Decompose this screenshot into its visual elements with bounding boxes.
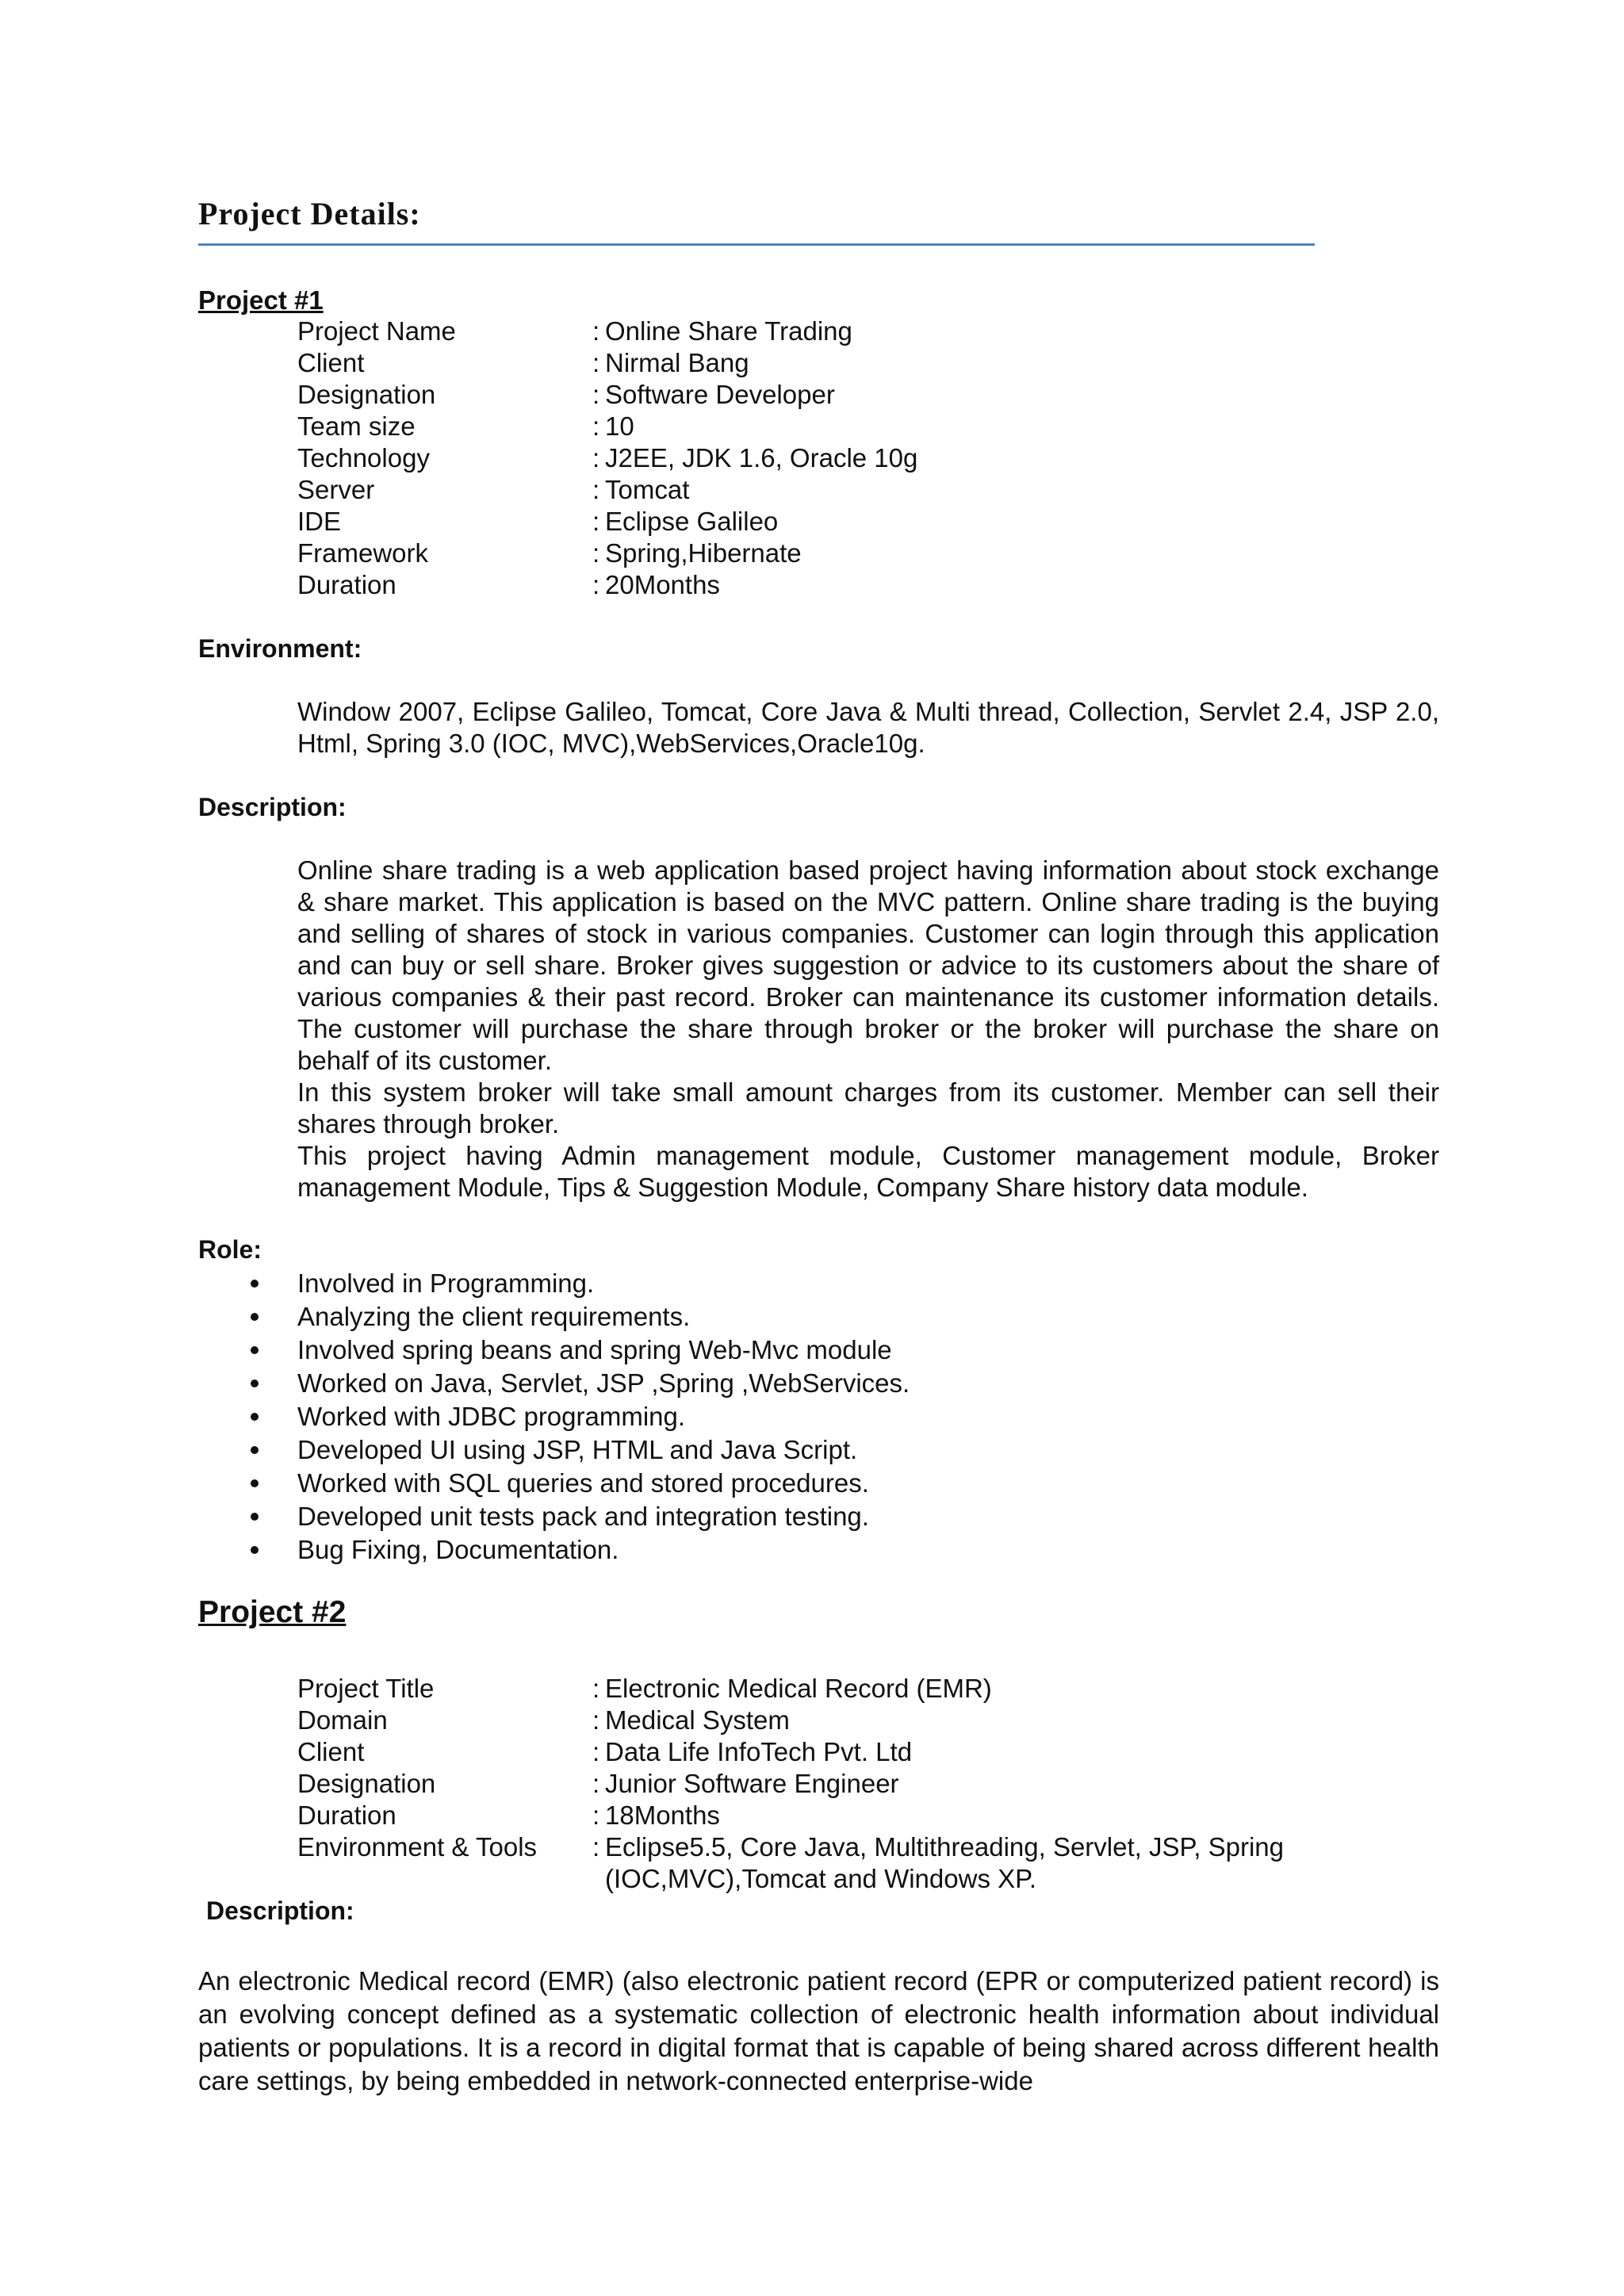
detail-key: Duration (297, 1800, 396, 1830)
detail-row: Designation : Junior Software Engineer (297, 1769, 899, 1798)
list-item: Worked with JDBC programming. (243, 1400, 1432, 1433)
detail-key: Client (297, 348, 365, 377)
detail-key: Technology (297, 443, 430, 473)
detail-key: Framework (297, 538, 429, 568)
bullet-icon (251, 1413, 259, 1421)
detail-row: Server : Tomcat (297, 475, 690, 504)
bullet-icon (251, 1346, 259, 1354)
detail-key: Client (297, 1737, 365, 1766)
detail-key: Server (297, 475, 375, 504)
detail-row: Project Title : Electronic Medical Record (EMR) (297, 1674, 992, 1703)
list-item: Analyzing the client requirements. (243, 1300, 1432, 1334)
detail-key: Project Name (297, 316, 456, 346)
detail-value: Eclipse Galileo (605, 507, 779, 536)
detail-row: Team size : 10 (297, 411, 634, 441)
list-item: Worked with SQL queries and stored procedures. (243, 1467, 1432, 1500)
list-item: Involved spring beans and spring Web-Mvc module (243, 1334, 1432, 1367)
detail-row: Domain : Medical System (297, 1705, 790, 1735)
bullet-icon (251, 1446, 259, 1454)
list-item: Developed UI using JSP, HTML and Java Script. (243, 1433, 1432, 1467)
project1-details-list (297, 316, 1360, 601)
detail-row: Framework : Spring,Hibernate (297, 538, 802, 568)
bullet-icon (251, 1546, 259, 1554)
detail-key: Team size (297, 411, 416, 441)
bullet-icon (251, 1280, 259, 1288)
description-paragraph: In this system broker will take small amount charges from its customer. Member can sell their shares through broker. (297, 1077, 1439, 1138)
role-list (243, 1267, 1432, 1567)
detail-row: Designation : Software Developer (297, 380, 835, 409)
detail-value: Spring,Hibernate (605, 538, 802, 568)
detail-row: IDE : Eclipse Galileo (297, 507, 779, 536)
detail-key: Duration (297, 570, 396, 599)
bullet-icon (251, 1513, 259, 1521)
detail-key: Domain (297, 1705, 388, 1735)
detail-value: Medical System (605, 1705, 790, 1735)
detail-value: Tomcat (605, 475, 690, 504)
detail-key: Designation (297, 380, 436, 409)
detail-row: Client : Nirmal Bang (297, 348, 749, 377)
project1-description (297, 855, 1439, 1203)
detail-value-continuation: (IOC,MVC),Tomcat and Windows XP. (605, 1864, 1037, 1893)
title-underline-rule (198, 243, 1315, 246)
detail-row: Duration : 18Months (297, 1800, 720, 1830)
project1-heading: Project #1 (198, 285, 324, 315)
project2-heading: Project #2 (198, 1595, 347, 1629)
description-paragraph: Online share trading is a web application based project having information about stock exchange & share market. This application is based on the MVC pattern. Online share trading is the buying and selling of shares of stock in various companies. Customer can login through this application and can buy or sell share. Broker gives suggestion or advice to its customers about the share of various companies & their past record. Broker can maintenance its customer information details. The customer will purchase the share through broker or the broker will purchase the share on behalf of its customer. (297, 855, 1439, 1075)
detail-key: IDE (297, 507, 342, 536)
detail-value: Electronic Medical Record (EMR) (605, 1674, 992, 1703)
detail-row: Duration : 20Months (297, 570, 720, 599)
detail-value: Software Developer (605, 380, 835, 409)
description-paragraph: This project having Admin management module, Customer management module, Broker management Module, Tips & Suggestion Module, Company Share history data module. (297, 1141, 1439, 1202)
project2-description: An electronic Medical record (EMR) (also electronic patient record (EPR or computerized patient record) is an evolving concept defined as a systematic collection of electronic health information about individual patients or populations. It is a record in digital format that is capable of being shared across different health care settings, by being embedded in network-connected enterprise-wide (198, 1966, 1439, 2095)
environment-heading: Environment: (198, 634, 362, 663)
environment-text: Window 2007, Eclipse Galileo, Tomcat, Core Java & Multi thread, Collection, Servlet 2.4, JSP 2.0, Html, Spring 3.0 (IOC, MVC),WebServices,Oracle10g. (297, 697, 1439, 758)
detail-key: Project Title (297, 1674, 435, 1703)
detail-value: 20Months (605, 570, 720, 599)
detail-value: Nirmal Bang (605, 348, 749, 377)
bullet-icon (251, 1380, 259, 1387)
role-heading: Role: (198, 1235, 262, 1264)
list-item: Worked on Java, Servlet, JSP ,Spring ,WebServices. (243, 1367, 1432, 1400)
detail-value: Data Life InfoTech Pvt. Ltd (605, 1737, 913, 1766)
detail-key: Designation (297, 1769, 436, 1798)
list-item: Developed unit tests pack and integration testing. (243, 1500, 1432, 1533)
detail-row: Technology : J2EE, JDK 1.6, Oracle 10g (297, 443, 918, 473)
detail-value: J2EE, JDK 1.6, Oracle 10g (605, 443, 918, 473)
project2-description-heading: Description: (206, 1896, 354, 1925)
bullet-icon (251, 1313, 259, 1321)
detail-value: Junior Software Engineer (605, 1769, 899, 1798)
section-title: Project Details: (198, 196, 421, 232)
detail-value: Eclipse5.5, Core Java, Multithreading, Servlet, JSP, Spring (605, 1832, 1284, 1862)
detail-value: 18Months (605, 1800, 720, 1830)
detail-row: Client : Data Life InfoTech Pvt. Ltd (297, 1737, 913, 1766)
detail-row: Project Name : Online Share Trading (297, 316, 852, 346)
detail-value: Online Share Trading (605, 316, 852, 346)
project2-details-list (297, 1673, 1360, 1895)
detail-row: Environment & Tools : Eclipse5.5, Core Java, Multithreading, Servlet, JSP, Spring (IOC,MVC),Tomcat and Windows XP. (297, 1831, 1360, 1895)
bullet-icon (251, 1479, 259, 1487)
detail-key: Environment & Tools (297, 1832, 538, 1862)
list-item: Involved in Programming. (243, 1267, 1432, 1300)
detail-value: 10 (605, 411, 634, 441)
list-item: Bug Fixing, Documentation. (243, 1533, 1432, 1567)
project1-description-heading: Description: (198, 793, 347, 821)
